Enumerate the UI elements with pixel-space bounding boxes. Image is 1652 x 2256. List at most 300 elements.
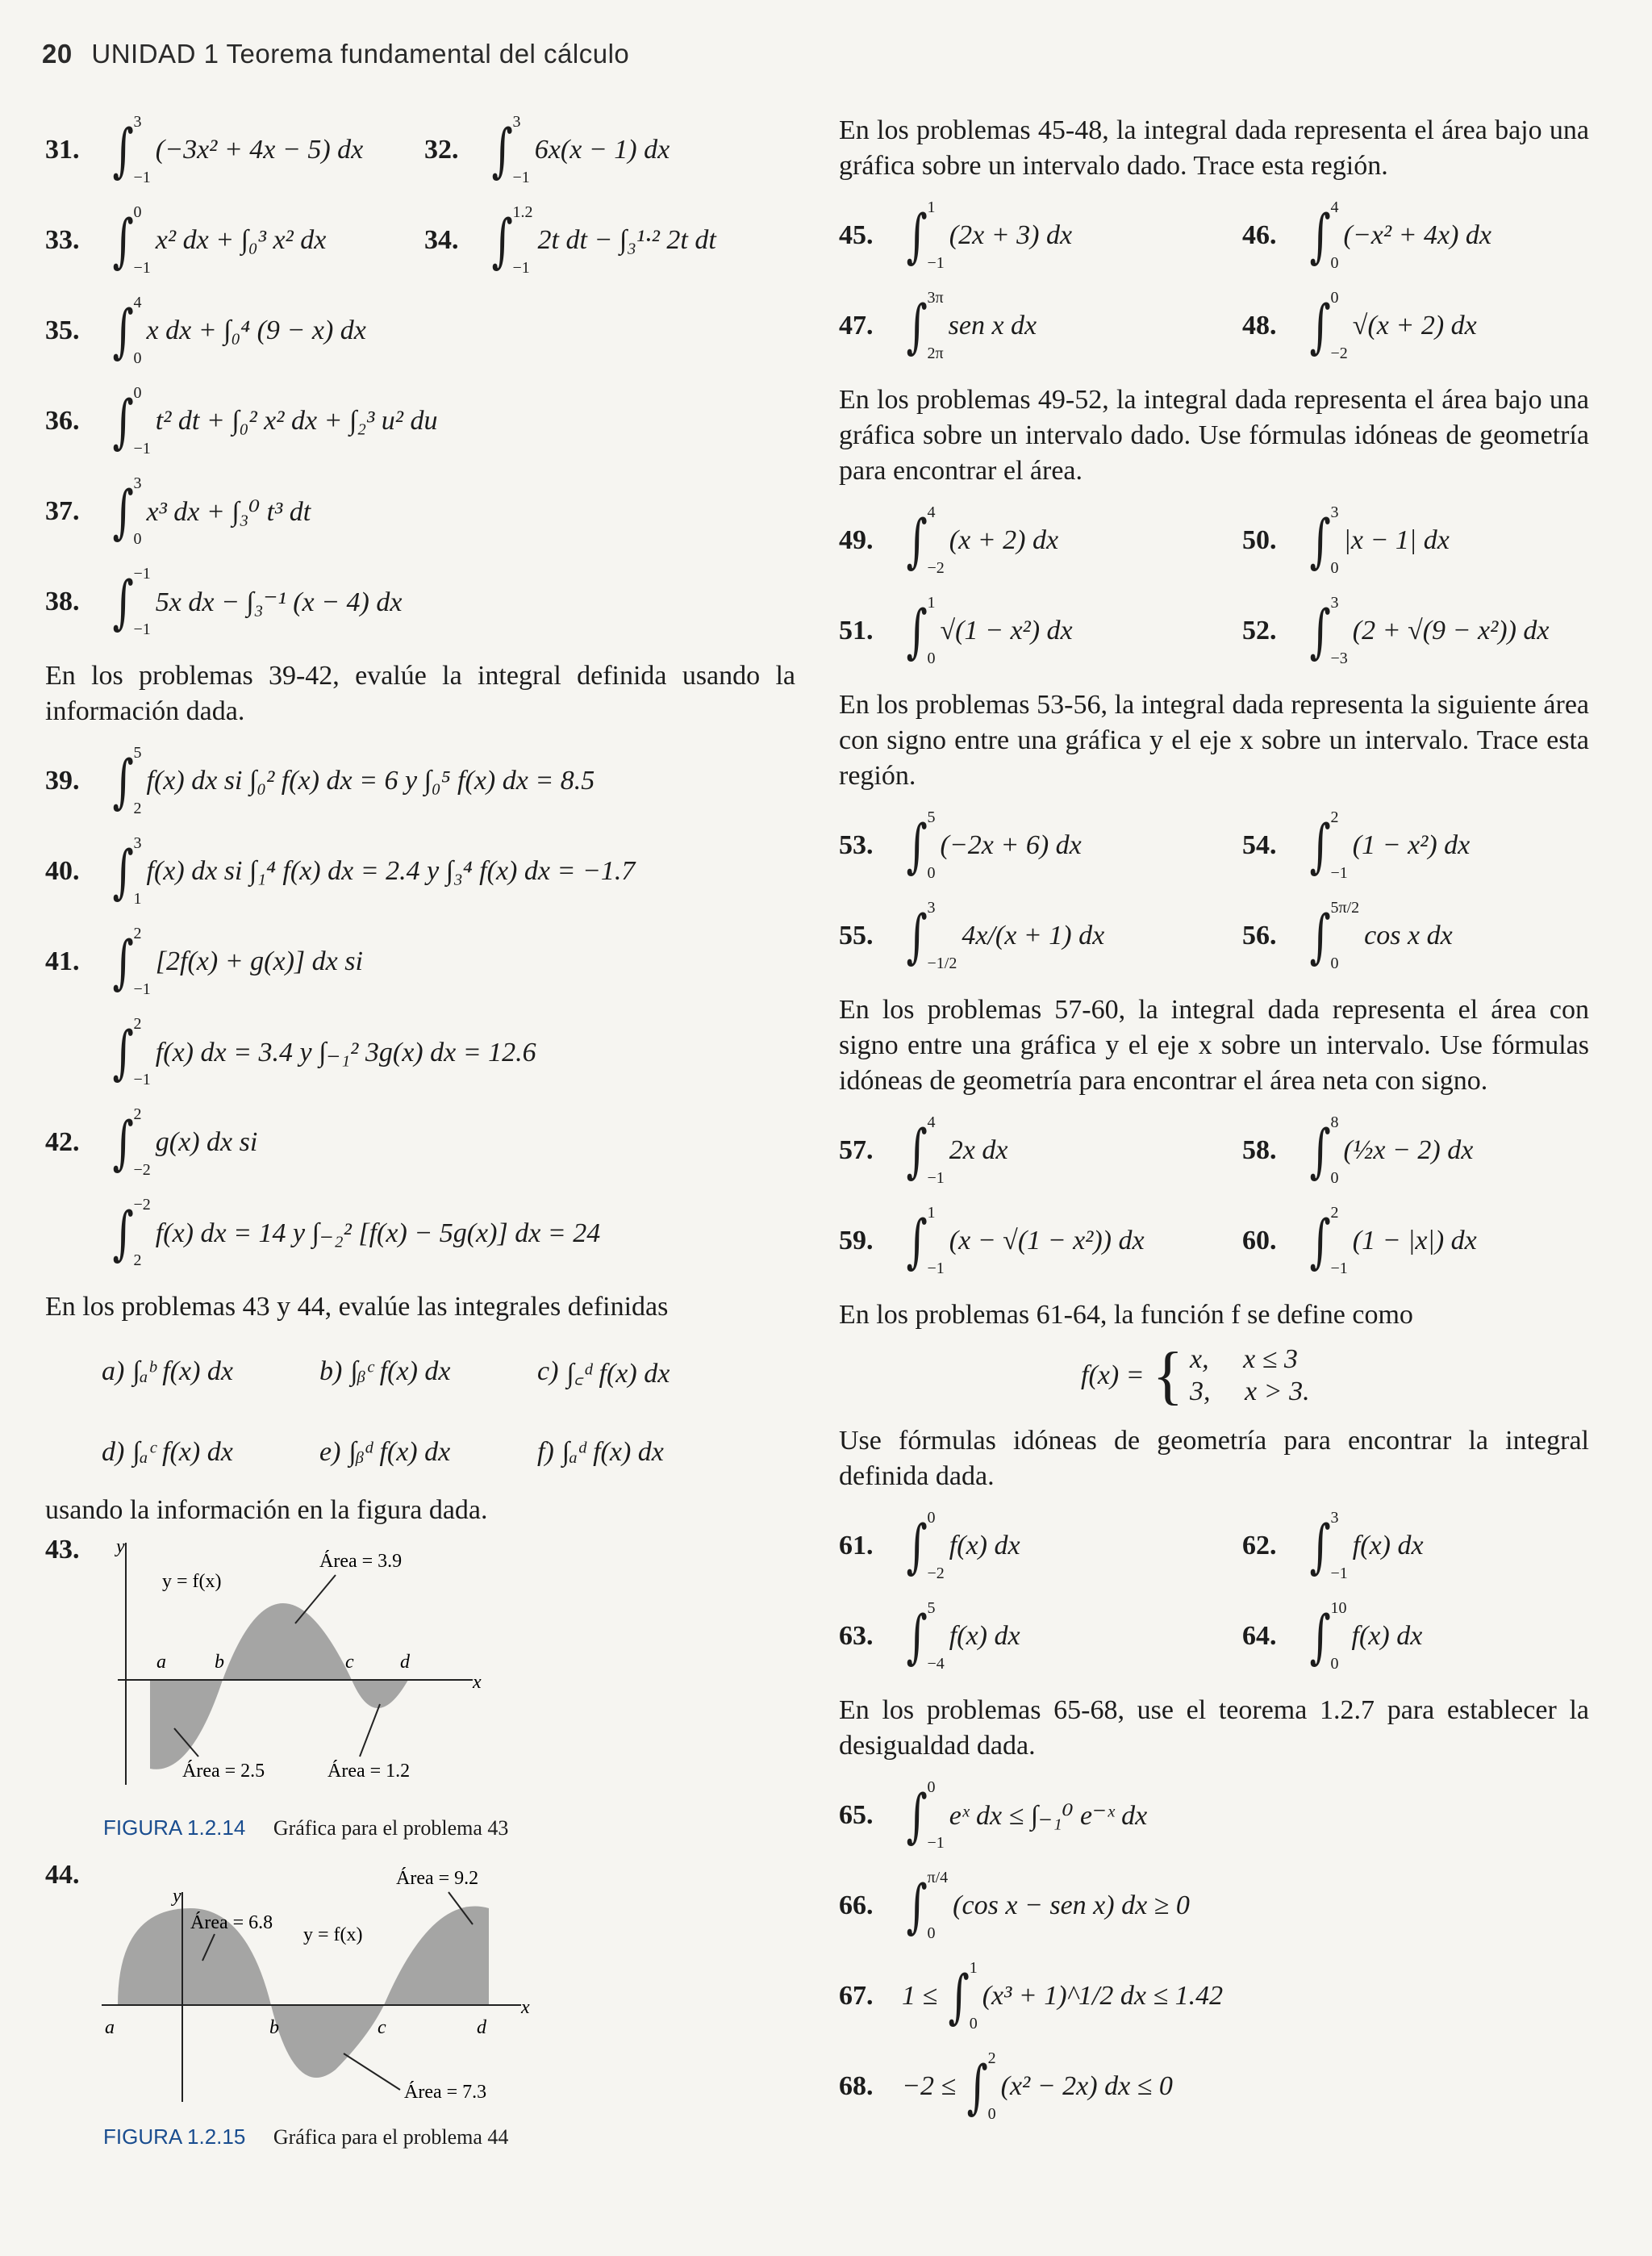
integral-sign-icon: ∫ [112, 387, 134, 455]
problem-number: 42. [45, 1127, 80, 1157]
integral-expression [487, 113, 670, 187]
integrand: 2x dx [949, 1135, 1008, 1165]
problem [839, 800, 1082, 891]
integral-expression [1305, 1204, 1477, 1278]
problem-number: 40. [45, 856, 80, 886]
problem-number: 49. [839, 525, 874, 555]
problem-number: 37. [45, 496, 80, 526]
integral-limits [928, 289, 944, 363]
problem-row [839, 586, 1589, 676]
integral-sign-icon: ∫ [906, 202, 928, 269]
lower-limit: 0 [1330, 1169, 1339, 1187]
problem [839, 1591, 1020, 1682]
left-column [45, 105, 795, 2169]
lower-limit: 0 [1330, 1655, 1339, 1673]
integrand: 4x/(x + 1) dx [962, 921, 1105, 950]
integral-sign-icon: ∫ [1309, 1512, 1331, 1580]
problem-row [45, 826, 795, 917]
integrand: f(x) dx [1351, 1621, 1423, 1651]
integral-limits [928, 1204, 945, 1278]
integral-limits [513, 113, 530, 187]
y-label: y [116, 1536, 125, 1557]
problem [1242, 1196, 1477, 1286]
lower-limit: 0 [927, 650, 936, 667]
problem-number: 44. [45, 1860, 80, 1890]
integral-sign-icon: ∫ [906, 1512, 928, 1580]
integral-limits [1331, 808, 1348, 883]
integral-sign-icon: ∫ [112, 297, 134, 365]
problem-row [839, 1591, 1589, 1682]
integrand: 2t dt − ∫₃¹·² 2t dt [537, 225, 716, 255]
problem-number: 56. [1242, 921, 1277, 950]
integral-limits [134, 1105, 151, 1180]
parts-row [102, 1412, 795, 1493]
problem-row [839, 1105, 1589, 1196]
part-label: f) [537, 1437, 554, 1467]
upper-limit: 3 [133, 113, 142, 131]
x-label: x [521, 1997, 530, 2018]
problem [424, 195, 716, 286]
problem-number: 50. [1242, 525, 1277, 555]
problem [45, 466, 311, 557]
problem-row [839, 1770, 1589, 1861]
integrand: t² dt + ∫₀² x² dx + ∫₂³ u² du [155, 406, 438, 436]
lower-limit: 0 [927, 1924, 936, 1942]
integrand: sen x dx [948, 311, 1037, 340]
integral-sign-icon: ∫ [112, 116, 134, 184]
integral-limits [134, 113, 151, 187]
lower-limit: −4 [927, 1655, 945, 1673]
upper-limit: 8 [1330, 1113, 1339, 1131]
problem-row [839, 1861, 1589, 1951]
integral-limits [928, 808, 936, 883]
inequality-prefix: 1 ≤ [902, 1981, 938, 2011]
problem [45, 826, 635, 917]
upper-limit: 4 [133, 294, 142, 311]
integral-limits [928, 1778, 945, 1853]
lower-limit: −1 [133, 440, 151, 457]
upper-limit: 4 [927, 1113, 936, 1131]
problem [839, 190, 1072, 281]
integral-expression [108, 1196, 600, 1270]
instructions-61b: Use fórmulas idóneas de geometría para encontrar la integral definida dada. [839, 1426, 1589, 1491]
b-label: b [215, 1652, 224, 1673]
integral-sign-icon: ∫ [906, 1782, 928, 1849]
upper-limit: −2 [133, 1196, 151, 1214]
integral-expression [1305, 899, 1453, 973]
integral-sign-icon: ∫ [906, 1207, 928, 1275]
integral-limits [1331, 1599, 1347, 1673]
problem [1242, 1105, 1473, 1196]
problem [839, 281, 1037, 371]
integral-expression [108, 113, 363, 187]
problem [45, 376, 438, 466]
lower-limit: −1 [927, 1169, 945, 1187]
x-label: x [473, 1672, 482, 1693]
integral-expression [902, 289, 1037, 363]
integral-limits [928, 899, 957, 973]
problem-number: 31. [45, 135, 80, 165]
integral-limits [1331, 1509, 1348, 1583]
integral-sign-icon: ∫ [906, 902, 928, 970]
pointer-3 [360, 1704, 380, 1757]
integrand: cos x dx [1364, 921, 1453, 950]
problem [424, 105, 670, 195]
integral-expression [902, 1869, 1190, 1943]
figure-label: FIGURA 1.2.14 [103, 1815, 246, 1840]
problem [839, 1861, 1190, 1951]
integral-expression [902, 198, 1072, 273]
integrand: f(x) dx [949, 1621, 1020, 1651]
lower-limit: −1 [512, 169, 530, 186]
area-label-2: Área = 6.8 [190, 1912, 273, 1933]
integral-expression [108, 565, 402, 639]
problem-row [45, 557, 795, 647]
part-label: c) [537, 1356, 559, 1386]
problem [839, 1501, 1020, 1591]
integrand: (2x + 3) dx [949, 220, 1073, 250]
instructions-61-64: En los problemas 61-64, la función f se define como [839, 1300, 1413, 1330]
problem [839, 495, 1058, 586]
upper-limit: 5 [927, 1599, 936, 1617]
integral-limits [928, 1509, 945, 1583]
parts-row [102, 1331, 795, 1412]
integral-limits [928, 1599, 945, 1673]
integral-limits [928, 1113, 945, 1188]
problem-number: 48. [1242, 311, 1277, 340]
problem [1242, 586, 1550, 676]
integral-limits [134, 834, 142, 909]
problem-row [839, 495, 1589, 586]
problem-number: 57. [839, 1135, 874, 1165]
integrand: |x − 1| dx [1343, 525, 1450, 555]
upper-limit: 0 [133, 384, 142, 402]
problem-number: 47. [839, 311, 874, 340]
lower-limit: 0 [1330, 955, 1339, 972]
integral-sign-icon: ∫ [906, 507, 928, 574]
problem [839, 586, 1073, 676]
lower-limit: 2 [133, 800, 142, 817]
y-label: y [173, 1886, 181, 1907]
problem-number: 62. [1242, 1531, 1277, 1560]
integrand: x dx + ∫₀⁴ (9 − x) dx [146, 315, 366, 345]
brace-icon: { [1152, 1340, 1184, 1411]
integral-sign-icon: ∫ [906, 292, 928, 360]
problem-number: 53. [839, 830, 874, 860]
integral-part [102, 1331, 233, 1412]
integrand: √(x + 2) dx [1352, 311, 1477, 340]
lower-limit: −1 [927, 254, 945, 272]
problem-number: 32. [424, 135, 459, 165]
integrand: f(x) dx si ∫₁⁴ f(x) dx = 2.4 y ∫₃⁴ f(x) dx = −1.7 [146, 856, 636, 886]
problem [1242, 800, 1470, 891]
region-mid [271, 2005, 384, 2078]
upper-limit: 3 [1330, 594, 1339, 612]
lower-limit: −1 [512, 259, 530, 277]
integral-limits [970, 1959, 978, 2033]
upper-limit: 3 [133, 834, 142, 852]
part-integral: ∫ₐᵈ f(x) dx [561, 1437, 664, 1467]
graph-43 [94, 1535, 594, 1801]
integrand: eˣ dx ≤ ∫₋₁⁰ e⁻ˣ dx [949, 1801, 1148, 1831]
lower-limit: 0 [1330, 254, 1339, 272]
problem [839, 1951, 1223, 2041]
lower-limit: −1 [1330, 1565, 1348, 1582]
problem-row [839, 190, 1589, 281]
upper-limit: 3 [1330, 503, 1339, 521]
problems-57-60 [839, 1105, 1589, 1286]
instructions-43-44: En los problemas 43 y 44, evalúe las integrales definidas [45, 1292, 669, 1322]
integrand: (1 − x²) dx [1352, 830, 1471, 860]
problem-row [45, 376, 795, 466]
problem-number: 61. [839, 1531, 874, 1560]
integral-expression [1305, 1509, 1424, 1583]
instructions-45-48: En los problemas 45-48, la integral dada representa el área bajo una gráfica sobre un intervalo dado. Trace esta región. [839, 115, 1589, 181]
lower-limit: 0 [133, 530, 142, 548]
fx-label: y = f(x) [162, 1571, 222, 1592]
integral-expression [902, 1204, 1145, 1278]
lower-limit: −3 [1330, 650, 1348, 667]
problem [1242, 891, 1453, 981]
area-label-1: Área = 3.9 [319, 1551, 403, 1572]
upper-limit: 4 [1330, 198, 1339, 216]
integral-expression [1305, 198, 1491, 273]
integrand: [2f(x) + g(x)] dx si [155, 946, 363, 976]
upper-limit: 3 [133, 474, 142, 492]
a-label: a [156, 1652, 166, 1673]
problem-number: 43. [45, 1535, 80, 1565]
problem-row [45, 466, 795, 557]
integral-sign-icon: ∫ [112, 1109, 134, 1176]
integral-expression [108, 1015, 536, 1089]
problem-row [45, 1188, 795, 1278]
problem-row [45, 195, 795, 286]
integral-sign-icon: ∫ [1309, 202, 1331, 269]
integral-part [319, 1331, 451, 1412]
problems-39-42 [45, 736, 795, 1278]
problem-number: 52. [1242, 616, 1277, 645]
fx-label: y = f(x) [303, 1924, 363, 1945]
problem [45, 195, 326, 286]
integrand: g(x) dx si [155, 1127, 258, 1157]
lower-limit: 0 [1330, 559, 1339, 577]
instructions-39-42: En los problemas 39-42, evalúe la integral definida usando la información dada. [45, 661, 795, 726]
integral-expression [108, 384, 438, 458]
upper-limit: 5 [927, 808, 936, 826]
figure-44-caption [103, 2124, 795, 2149]
integral-sign-icon: ∫ [906, 812, 928, 879]
problem [45, 917, 363, 1007]
integrand: x² dx + ∫₀³ x² dx [155, 225, 327, 255]
part-integral: ∫ᵦᶜ f(x) dx [350, 1356, 451, 1386]
problem-row [839, 1951, 1589, 2041]
integrand: √(1 − x²) dx [940, 616, 1073, 645]
integral-sign-icon: ∫ [112, 1199, 134, 1267]
integral-limits [928, 198, 945, 273]
instructions-figure: usando la información en la figura dada. [45, 1495, 488, 1525]
pointer-3 [344, 2053, 400, 2090]
integrand: f(x) dx [949, 1531, 1020, 1560]
integral-expression [1305, 1599, 1422, 1673]
problem-number: 34. [424, 225, 459, 255]
integral-expression [1305, 503, 1450, 578]
upper-limit: 2 [133, 925, 142, 942]
integrand: 6x(x − 1) dx [534, 135, 670, 165]
piecewise-lhs: f(x) = [1081, 1360, 1145, 1390]
upper-limit: 0 [133, 203, 142, 221]
integral-sign-icon: ∫ [112, 928, 134, 996]
problem-number: 64. [1242, 1621, 1277, 1651]
figure-43-caption [103, 1815, 795, 1840]
upper-limit: 1 [927, 198, 936, 216]
integral-sign-icon: ∫ [906, 1872, 928, 1940]
integral-limits [1331, 503, 1339, 578]
integrand: f(x) dx = 3.4 y ∫₋₁² 3g(x) dx = 12.6 [155, 1038, 536, 1067]
integral-expression [108, 1105, 257, 1180]
integral-limits [134, 1015, 151, 1089]
integral-sign-icon: ∫ [112, 747, 134, 815]
upper-limit: 5π/2 [1330, 899, 1360, 917]
upper-limit: 1.2 [512, 203, 533, 221]
integral-sign-icon: ∫ [112, 568, 134, 636]
problem-number: 60. [1242, 1226, 1277, 1255]
integral-parts [45, 1331, 795, 1493]
problems-65-68 [839, 1770, 1589, 2132]
region-bc [223, 1603, 352, 1680]
d-label: d [477, 2017, 486, 2038]
integral-limits [1331, 289, 1348, 363]
lower-limit: 0 [969, 2015, 978, 2032]
problem-number: 66. [839, 1890, 874, 1920]
problem [839, 2041, 1173, 2132]
integral-sign-icon: ∫ [112, 838, 134, 905]
integral-limits [1331, 1113, 1339, 1188]
problem-number: 63. [839, 1621, 874, 1651]
area-label-3: Área = 7.3 [404, 2082, 487, 2103]
problem-row [839, 1501, 1589, 1591]
problems-45-48 [839, 190, 1589, 371]
problem [839, 1770, 1147, 1861]
integrand: (2 + √(9 − x²)) dx [1352, 616, 1550, 645]
region-right [384, 1907, 489, 2006]
problem-number: 51. [839, 616, 874, 645]
integral-sign-icon: ∫ [112, 1018, 134, 1086]
problem-number: 55. [839, 921, 874, 950]
integral-limits [928, 1869, 949, 1943]
integral-limits [134, 565, 151, 639]
upper-limit: 2 [133, 1105, 142, 1123]
problem-row [45, 1097, 795, 1188]
integral-part [319, 1412, 450, 1493]
problem [45, 286, 366, 376]
integral-sign-icon: ∫ [1309, 812, 1331, 879]
integrand: x³ dx + ∫₃⁰ t³ dt [146, 497, 311, 527]
integral-sign-icon: ∫ [906, 1602, 928, 1670]
right-column [839, 113, 1589, 2132]
integral-limits [134, 474, 142, 549]
upper-limit: 3 [927, 899, 936, 917]
integral-sign-icon: ∫ [1309, 597, 1331, 665]
integral-sign-icon: ∫ [906, 597, 928, 665]
integral-sign-icon: ∫ [1309, 902, 1331, 970]
integral-expression [487, 203, 716, 278]
integral-limits [134, 744, 142, 818]
integral-limits [134, 1196, 151, 1270]
integral-expression [902, 1599, 1020, 1673]
problem-row [839, 891, 1589, 981]
lower-limit: −1 [927, 1260, 945, 1277]
upper-limit: 1 [927, 1204, 936, 1222]
upper-limit: 4 [927, 503, 936, 521]
lower-limit: −1 [1330, 864, 1348, 882]
problem-row [45, 286, 795, 376]
problem [1242, 1591, 1422, 1682]
integral-limits [134, 384, 151, 458]
integral-sign-icon: ∫ [948, 1962, 970, 2030]
instructions-53-56: En los problemas 53-56, la integral dada representa la siguiente área con signo entre una gráfica y el eje x sobre un intervalo. Trace esta región. [839, 690, 1589, 791]
problems-61-64 [839, 1501, 1589, 1682]
problem [1242, 281, 1477, 371]
lower-limit: 0 [927, 864, 936, 882]
problem-number: 65. [839, 1800, 874, 1830]
integral-limits [1331, 594, 1348, 668]
integral-expression [1305, 1113, 1473, 1188]
figure-44 [45, 1860, 795, 2118]
area-label-1: Área = 9.2 [396, 1868, 479, 1889]
lower-limit: −1 [133, 169, 151, 186]
problem-number: 58. [1242, 1135, 1277, 1165]
figure-caption-text: Gráfica para el problema 43 [273, 1816, 509, 1840]
integral-sign-icon: ∫ [112, 478, 134, 545]
integral-expression [902, 2049, 1173, 2124]
upper-limit: 3π [927, 289, 944, 307]
instructions-49-52: En los problemas 49-52, la integral dada representa el área bajo una gráfica sobre un intervalo dado. Use fórmulas idóneas de geometría para encontrar el área. [839, 385, 1589, 486]
problem [45, 736, 594, 826]
problem [1242, 1501, 1424, 1591]
problem-row [45, 917, 795, 1007]
integrand: (−2x + 6) dx [940, 830, 1082, 860]
lower-limit: −1/2 [927, 955, 957, 972]
area-label-2: Área = 2.5 [182, 1761, 265, 1782]
integrand: (x − √(1 − x²)) dx [949, 1226, 1145, 1255]
lower-limit: −1 [133, 620, 151, 638]
problem-row [839, 281, 1589, 371]
integral-sign-icon: ∫ [1309, 1207, 1331, 1275]
integral-expression [108, 203, 326, 278]
problem-number: 45. [839, 220, 874, 250]
upper-limit: 1 [969, 1959, 978, 1977]
problem-number: 68. [839, 2071, 874, 2101]
piecewise-definition [1081, 1339, 1589, 1412]
integral-limits [928, 594, 936, 668]
problem [45, 1188, 600, 1278]
upper-limit: 2 [1330, 1204, 1339, 1222]
problem-row [839, 800, 1589, 891]
integral-expression [108, 925, 363, 999]
figure-43 [45, 1535, 795, 1809]
upper-limit: π/4 [927, 1869, 949, 1886]
problem [45, 1097, 257, 1188]
lower-limit: −1 [133, 259, 151, 277]
page-header [42, 39, 629, 69]
part-label: d) [102, 1437, 125, 1467]
problem [45, 557, 402, 647]
part-integral: ∫꜀ᵈ f(x) dx [566, 1359, 670, 1389]
integral-expression [1305, 289, 1477, 363]
integral-sign-icon: ∫ [1309, 292, 1331, 360]
integrand: (½x − 2) dx [1343, 1135, 1474, 1165]
problem [1242, 190, 1491, 281]
